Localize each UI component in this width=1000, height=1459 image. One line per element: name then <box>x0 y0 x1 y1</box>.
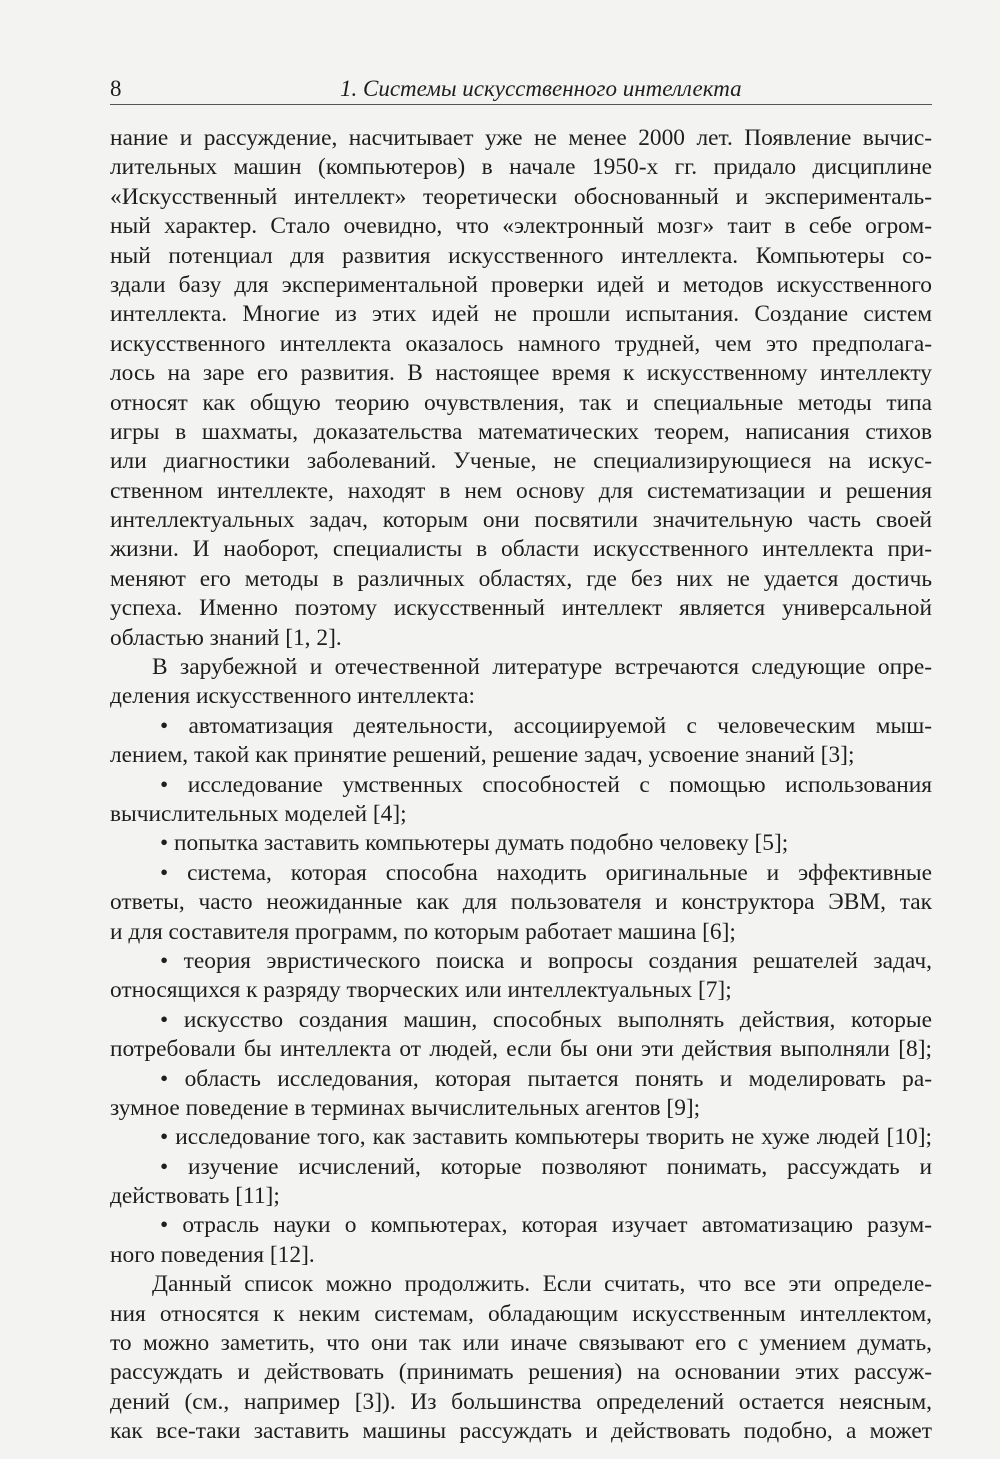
text-line: В зарубежной и отечественной литературе встречаются следующие опре- <box>152 654 932 681</box>
list-item-line: • исследование того, как заставить компьютеры творить не хуже людей [10]; <box>160 1124 932 1151</box>
list-item-line: зумное поведение в терминах вычислительных агентов [9]; <box>110 1094 701 1121</box>
text-line: лось на заре его развития. В настоящее время к искусственному интеллекту <box>110 360 932 387</box>
text-line: ный характер. Стало очевидно, что «электронный мозг» таит в себе огром- <box>110 213 932 240</box>
list-item-line: • отрасль науки о компьютерах, которая изучает автоматизацию разум- <box>160 1212 932 1239</box>
text-line: деления искусственного интеллекта: <box>110 683 475 710</box>
list-item-line: и для составителя программ, по которым работает машина [6]; <box>110 918 736 945</box>
list-item-line: ного поведения [12]. <box>110 1241 315 1268</box>
list-item-line: ответы, часто неожиданные как для пользователя и конструктора ЭВМ, так <box>110 889 932 916</box>
list-item-line: вычислительных моделей [4]; <box>110 800 407 827</box>
text-line: игры в шахматы, доказательства математических теорем, написания стихов <box>110 418 932 445</box>
text-line: то можно заметить, что они так или иначе связывают его с умением думать, <box>110 1330 932 1357</box>
running-head: 1. Системы искусственного интеллекта <box>340 76 742 101</box>
list-item-line: потребовали бы интеллекта от людей, если бы они эти действия выполняли [8]; <box>110 1036 932 1063</box>
text-line: лительных машин (компьютеров) в начале 1950-х гг. придало дисциплине <box>110 154 932 181</box>
text-line: жизни. И наоборот, специалисты в области искусственного интеллекта при- <box>110 536 932 563</box>
text-line: областью знаний [1, 2]. <box>110 624 342 651</box>
text-line: интеллекта. Многие из этих идей не прошли испытания. Создание систем <box>110 301 932 328</box>
list-item-line: действовать [11]; <box>110 1183 280 1210</box>
text-line: ственном интеллекте, находят в нем основу для систематизации и решения <box>110 477 932 504</box>
page-number: 8 <box>110 76 122 101</box>
text-line: ный потенциал для развития искусственного интеллекта. Компьютеры со- <box>110 242 932 269</box>
text-line: рассуждать и действовать (принимать решения) на основании этих рассуж- <box>110 1359 932 1386</box>
page-header <box>110 72 932 105</box>
text-line: Данный список можно продолжить. Если считать, что все эти определе- <box>152 1271 932 1298</box>
text-line: ния относятся к неким системам, обладающим искусственным интеллектом, <box>110 1300 932 1327</box>
text-line: успеха. Именно поэтому искусственный интеллект является универсальной <box>110 595 932 622</box>
list-item-line: • область исследования, которая пытается понять и моделировать ра- <box>160 1065 932 1092</box>
list-item-line: • автоматизация деятельности, ассоциируемой с человеческим мыш- <box>160 712 932 739</box>
body-text <box>110 124 932 1447</box>
text-line: относят как общую теорию очувствления, так и специальные методы типа <box>110 389 932 416</box>
list-item-line: • изучение исчислений, которые позволяют понимать, рассуждать и <box>160 1153 932 1180</box>
list-item-line: • теория эвристического поиска и вопросы создания решателей задач, <box>160 947 932 974</box>
text-line: дений (см., например [3]). Из большинства определений остается неясным, <box>110 1388 932 1415</box>
list-item-line: • искусство создания машин, способных выполнять действия, которые <box>160 1006 932 1033</box>
text-line: или диагностики заболеваний. Ученые, не специализирующиеся на искус- <box>110 448 932 475</box>
list-item-line: • система, которая способна находить оригинальные и эффективные <box>160 859 932 886</box>
list-item-line: относящихся к разряду творческих или интеллектуальных [7]; <box>110 977 732 1004</box>
text-line: интеллектуальных задач, которым они посвятили значительную часть своей <box>110 507 932 534</box>
list-item-line: лением, такой как принятие решений, решение задач, усвоение знаний [3]; <box>110 742 855 769</box>
list-item-line: • попытка заставить компьютеры думать подобно человеку [5]; <box>160 830 789 857</box>
text-line: здали базу для экспериментальной проверки идей и методов искусственного <box>110 271 932 298</box>
text-line: «Искусственный интеллект» теоретически обоснованный и эксперименталь- <box>110 183 932 210</box>
list-item-line: • исследование умственных способностей с помощью использования <box>160 771 932 798</box>
text-line: нание и рассуждение, насчитывает уже не менее 2000 лет. Появление вычис- <box>110 125 932 151</box>
text-line: искусственного интеллекта оказалось намного трудней, чем это предполага- <box>110 330 932 357</box>
text-line: как все-таки заставить машины рассуждать и действовать подобно, а может <box>110 1418 932 1445</box>
text-line: меняют его методы в различных областях, где без них не удается достичь <box>110 565 932 592</box>
